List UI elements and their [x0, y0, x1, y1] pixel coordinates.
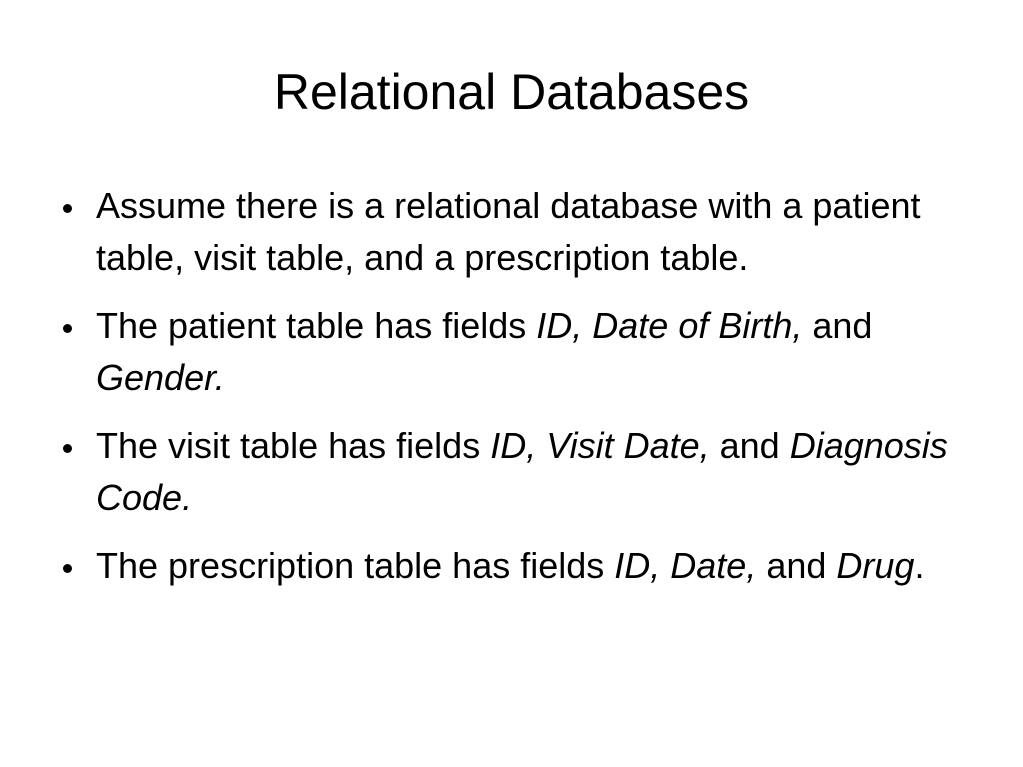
bullet-dot-icon	[63, 324, 72, 333]
bullet-text: and	[756, 545, 837, 586]
bullet-text: Assume there is a relational database with a patient table, visit table, and a prescription table.	[96, 185, 921, 278]
bullet-list	[60, 180, 960, 608]
field-names-emphasis: ID, Date of Birth,	[536, 305, 803, 346]
bullet-text: The prescription table has fields	[96, 545, 615, 586]
bullet-dot-icon	[63, 204, 72, 213]
field-names-emphasis: ID, Visit Date,	[490, 425, 710, 466]
bullet-item	[60, 180, 960, 284]
bullet-text: The visit table has fields	[96, 425, 491, 466]
bullet-item	[60, 540, 960, 592]
field-names-emphasis: Gender.	[96, 357, 225, 398]
bullet-item	[60, 300, 960, 404]
bullet-text: and	[802, 305, 873, 346]
bullet-text: The patient table has fields	[96, 305, 537, 346]
bullet-dot-icon	[63, 564, 72, 573]
bullet-text: and	[709, 425, 790, 466]
bullet-item	[60, 420, 960, 524]
bullet-text: .	[914, 545, 925, 586]
field-names-emphasis: ID, Date,	[614, 545, 757, 586]
slide-title: Relational Databases	[273, 64, 750, 120]
bullet-dot-icon	[63, 444, 72, 453]
field-names-emphasis: Drug	[836, 545, 915, 586]
field-names-emphasis: Diagnosis Code.	[96, 425, 948, 518]
